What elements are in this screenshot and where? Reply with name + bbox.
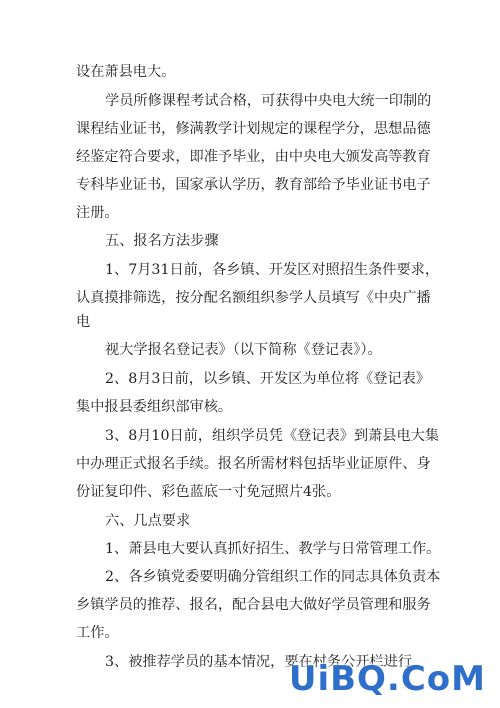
paragraph-line: 注册。 — [76, 205, 119, 221]
paragraph-line: 认真摸排筛选，按分配名额组织参学人员填写《中央广播 — [76, 290, 431, 306]
paragraph-line: 份证复印件、彩色蓝底一寸免冠照片4张。 — [76, 484, 341, 500]
paragraph-line: 经鉴定符合要求，即准予毕业，由中央电大颁发高等教育 — [76, 149, 431, 165]
paragraph-line: 学员所修课程考试合格，可获得中央电大统一印制的 — [105, 93, 432, 109]
paragraph-line: 工作。 — [76, 625, 119, 641]
paragraph-line: 课程结业证书，修满教学计划规定的课程学分，思想品德 — [76, 121, 431, 137]
paragraph-line: 设在萧县电大。 — [76, 64, 176, 80]
paragraph-line: 3、被推荐学员的基本情况，要在村务公开栏进行 — [105, 654, 412, 670]
paragraph-line: 2、8月3日前，以乡镇、开发区为单位将《登记表》 — [105, 371, 431, 387]
paragraph-line: 乡镇学员的推荐、报名，配合县电大做好学员管理和服务 — [76, 597, 431, 613]
paragraph-line: 1、7月31日前，各乡镇、开发区对照招生条件要求， — [105, 262, 440, 278]
section-heading: 六、几点要求 — [105, 513, 191, 529]
paragraph-line: 1、萧县电大要认真抓好招生、教学与日常管理工作。 — [105, 541, 441, 557]
paragraph-line: 2、各乡镇党委要明确分管组织工作的同志具体负责本 — [105, 569, 441, 585]
paragraph-line: 中办理正式报名手续。报名所需材料包括毕业证原件、身 — [76, 456, 431, 472]
paragraph-line: 3、8月10日前，组织学员凭《登记表》到萧县电大集 — [105, 428, 440, 444]
section-heading: 五、报名方法步骤 — [105, 233, 219, 249]
paragraph-line: 视大学报名登记表》（以下简称《登记表》）。 — [105, 342, 382, 358]
paragraph-line: 电 — [76, 314, 91, 330]
paragraph-line: 集中报县委组织部审核。 — [76, 399, 233, 415]
paragraph-line: 专科毕业证书，国家承认学历，教育部给予毕业证书电子 — [76, 177, 431, 193]
site-watermark: UiBQ.CoM — [288, 659, 486, 699]
